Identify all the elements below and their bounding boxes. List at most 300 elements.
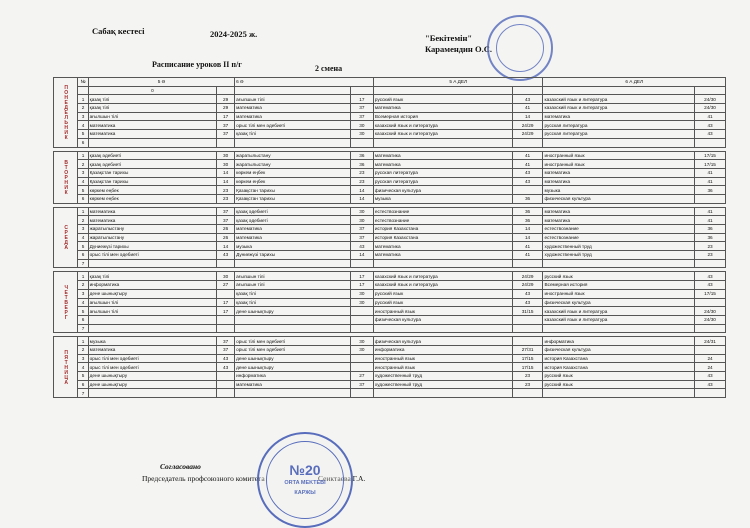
room-cell: 30 [350,289,373,298]
room-cell: 43 [695,380,726,389]
header-row [54,78,726,87]
room-cell: 29 [217,104,235,113]
table-row [54,194,726,203]
chair-label: Председатель профсоюзного комитета [142,474,265,483]
room-cell [695,389,726,398]
room-cell [512,186,543,195]
title-kz: Сабақ кестесі [92,26,145,36]
room-cell: 17 [350,272,373,281]
subject-cell: қазақ тілі [88,272,216,281]
subject-cell: жаратылыстану [88,233,216,242]
lesson-number: 1 [78,207,88,216]
subject-cell: дене шынықтыру [235,363,351,372]
subject-cell [373,259,512,268]
subject-cell: история Казахстана [543,363,695,372]
subject-cell: Всемерная история [373,112,512,121]
day-label: ПОНЕДЕЛЬНИК [54,78,78,148]
subject-cell: музыка [373,194,512,203]
room-cell: 14 [512,225,543,234]
subject-cell [88,315,216,324]
subject-cell [373,138,512,147]
room-cell [695,194,726,203]
subject-cell: математика [373,151,512,160]
room-cell: 24/30 [695,307,726,316]
room-cell: 43 [217,251,235,260]
room-cell: 14 [217,242,235,251]
room-cell: 24 [695,354,726,363]
subject-cell: русский язык [373,298,512,307]
table-row [54,121,726,130]
lesson-number: 2 [78,160,88,169]
room-cell: 14 [217,168,235,177]
room-cell: 41 [695,112,726,121]
room-cell: 24/29 [512,121,543,130]
subject-cell: иностранный язык [373,354,512,363]
lesson-number: 4 [78,298,88,307]
table-row [54,242,726,251]
subject-cell: художественный труд [543,251,695,260]
room-cell: 23 [217,194,235,203]
room-cell: 17 [217,307,235,316]
subject-cell: математика [543,177,695,186]
lesson-number: 1 [78,272,88,281]
room-cell [350,354,373,363]
room-cell [512,389,543,398]
room-cell [512,315,543,324]
subject-cell [235,324,351,333]
day-label: СРЕДА [54,207,78,268]
table-row [54,130,726,139]
room-cell: 23 [217,186,235,195]
subject-cell: математика [235,233,351,242]
room-cell [350,324,373,333]
lesson-number: 6 [78,194,88,203]
subject-cell: математика [543,112,695,121]
subject-cell: математика [88,130,216,139]
room-cell: 17/15 [695,289,726,298]
room-cell [217,324,235,333]
room-cell: 17/15 [695,151,726,160]
table-row [54,251,726,260]
subject-cell: русская литература [373,177,512,186]
room-cell: 27/31 [512,345,543,354]
subject-cell: көркем еңбек [88,186,216,195]
lesson-number: 2 [78,104,88,113]
room-cell [695,345,726,354]
subject-cell: орыс тілі мен әдебиеті [88,363,216,372]
subject-cell: математика [373,251,512,260]
room-cell [695,298,726,307]
room-cell: 30 [350,337,373,346]
table-row [54,225,726,234]
room-cell: 27 [350,372,373,381]
lesson-number: 2 [78,216,88,225]
room-cell: 41 [695,168,726,177]
table-row [54,104,726,113]
room-cell: 37 [350,104,373,113]
lesson-number: 2 [78,345,88,354]
subject-cell: қазақ тілі [88,104,216,113]
subject-cell [373,324,512,333]
subject-cell: дене шынықтыру [235,307,351,316]
subject-cell: математика [88,207,216,216]
room-cell [350,315,373,324]
lesson-number: 1 [78,151,88,160]
table-row [54,354,726,363]
subject-cell: қазақ әдебиеті [235,216,351,225]
col-6: 6 Ә [235,78,374,87]
subject-cell: қазақ тілі [235,130,351,139]
room-cell: 14 [350,251,373,260]
room-cell: 36 [695,225,726,234]
table-row [54,95,726,104]
subject-cell: математика [88,345,216,354]
room-cell: 37 [217,337,235,346]
lesson-number: 1 [78,337,88,346]
subject-cell: математика [88,216,216,225]
room-cell: 17 [350,281,373,290]
room-cell: 23 [695,251,726,260]
room-cell: 37 [350,233,373,242]
shift-label: 2 смена [315,64,343,73]
col-5: 5 Ә [88,78,234,87]
subject-cell: информатика [373,345,512,354]
room-cell: 14 [512,233,543,242]
subject-cell: художественный труд [543,242,695,251]
subject-cell: математика [235,225,351,234]
subject-cell: дене шынықтыру [88,380,216,389]
subject-cell: математика [235,380,351,389]
subject-cell: қазақ тілі [88,95,216,104]
subject-cell: орыс тілі мен әдебиеті [235,345,351,354]
subject-cell [235,389,351,398]
subject-cell [543,259,695,268]
subject-cell: ағылшын тілі [88,298,216,307]
room-cell [512,138,543,147]
subject-cell: казахский язык и литература [373,272,512,281]
subject-cell: русский язык [373,289,512,298]
room-cell: 43 [695,281,726,290]
subject-cell: қазақ әдебиеті [88,160,216,169]
subject-cell: информатика [235,372,351,381]
lesson-number: 4 [78,121,88,130]
subject-cell: естествознание [373,216,512,225]
room-cell [217,259,235,268]
table-row [54,112,726,121]
room-cell: 37 [350,112,373,121]
subject-cell: казахский язык и литература [543,104,695,113]
subject-cell: математика [88,121,216,130]
room-cell: 17 [350,95,373,104]
subject-cell [543,324,695,333]
subject-cell: история Казахстана [543,354,695,363]
subject-cell: русский язык [373,95,512,104]
room-cell: 27 [217,281,235,290]
subject-cell: қазақ әдебиеті [235,207,351,216]
room-cell: 23 [350,177,373,186]
col-num: № [78,78,88,87]
subject-cell: история Казахстана [373,225,512,234]
subject-cell: художественный труд [373,380,512,389]
subject-cell: казахский язык и литература [373,130,512,139]
room-cell: 24/30 [695,104,726,113]
table-row [54,337,726,346]
subject-cell: ағылшын тілі [88,307,216,316]
subject-cell: қазақ тілі [235,289,351,298]
approval-label: "Бекітемін" [425,33,473,43]
subject-cell [543,138,695,147]
room-cell: 30 [217,160,235,169]
subject-cell: Қазақстан тарихы [88,177,216,186]
room-cell [217,389,235,398]
school-year: 2024-2025 ж. [210,29,258,39]
room-cell: 41 [695,207,726,216]
table-row [54,177,726,186]
day-label: ВТОРНИК [54,151,78,203]
subject-cell [88,259,216,268]
subject-cell: русский язык [543,380,695,389]
lesson-number: 6 [78,138,88,147]
subject-cell: жаратылыстану [235,160,351,169]
subject-cell: дене шынықтыру [235,354,351,363]
subject-cell: история Казахстана [373,233,512,242]
subject-cell: қазақ тілі [235,298,351,307]
school-stamp-top [487,15,553,81]
table-row [54,324,726,333]
table-row [54,259,726,268]
subject-cell: математика [373,160,512,169]
room-cell: 17/15 [512,354,543,363]
school-stamp: №20 ORTA MEKTEBI КАРЖЫ [257,432,353,528]
subject-cell [373,389,512,398]
lesson-number: 3 [78,168,88,177]
room-cell: 37 [217,345,235,354]
table-row [54,315,726,324]
subject-cell: русская литература [373,168,512,177]
subject-cell: русская литература [543,121,695,130]
room-cell: 23 [512,372,543,381]
subject-cell: көркем еңбек [88,194,216,203]
subject-cell: Дүниежүзі тарихы [88,242,216,251]
room-cell: 41 [695,177,726,186]
subject-cell: ағылшын тілі [235,95,351,104]
subject-cell: дене шынықтыру [88,289,216,298]
room-cell: 14 [350,186,373,195]
subject-cell: математика [373,104,512,113]
table-row [54,151,726,160]
subject-cell [235,259,351,268]
room-cell: 43 [695,121,726,130]
subject-cell: казахский язык и литература [373,281,512,290]
lesson-number: 5 [78,372,88,381]
room-cell: 24/30 [695,95,726,104]
room-cell: 36 [512,216,543,225]
room-cell: 23 [695,242,726,251]
room-cell: 36 [695,186,726,195]
room-cell: 24/31 [695,337,726,346]
subject-cell: русский язык [543,372,695,381]
room-cell [695,324,726,333]
subject-cell: көркем еңбек [235,177,351,186]
chair-name: Сеиктаева Г.А. [318,474,366,483]
room-cell: 30 [217,272,235,281]
col-5a: 5 А ДЕЛ [373,78,543,87]
lesson-number: 2 [78,281,88,290]
room-cell [695,138,726,147]
room-cell [512,324,543,333]
room-cell: 30 [350,121,373,130]
lesson-number: 6 [78,251,88,260]
subject-cell: математика [543,207,695,216]
subject-cell: естествознание [543,233,695,242]
subject-cell: музыка [543,186,695,195]
room-cell: 14 [350,194,373,203]
subject-cell: иностранный язык [543,151,695,160]
room-cell: 37 [217,130,235,139]
room-cell: 41 [512,104,543,113]
room-cell: 37 [350,225,373,234]
table-row [54,380,726,389]
subject-cell: Қазақстан тарихы [88,168,216,177]
room-cell: 30 [350,345,373,354]
room-cell: 36 [350,151,373,160]
subject-cell: Қазақстан тарихы [235,194,351,203]
room-cell: 30 [350,130,373,139]
subject-cell: ағылшын тілі [235,281,351,290]
subject-cell: иностранный язык [373,307,512,316]
schedule-table [53,77,726,398]
subject-cell: иностранный язык [373,363,512,372]
room-cell: 43 [695,130,726,139]
subject-cell: естествознание [373,207,512,216]
room-cell [512,259,543,268]
subject-cell: физическая культура [543,194,695,203]
subject-cell: казахский язык и литература [543,307,695,316]
room-cell: 43 [512,95,543,104]
col-6a: 6 А ДЕЛ [543,78,726,87]
subject-cell: иностранный язык [543,289,695,298]
room-cell: 36 [695,233,726,242]
subject-cell: жаратылыстану [235,151,351,160]
subject-cell: казахский язык и литература [543,315,695,324]
lesson-number: 7 [78,259,88,268]
subject-cell [88,138,216,147]
room-cell: 37 [217,121,235,130]
subject-cell: математика [543,216,695,225]
room-cell: 14 [217,177,235,186]
lesson-number: 6 [78,380,88,389]
lesson-number: 6 [78,315,88,324]
room-cell: 36 [512,207,543,216]
room-cell: 43 [512,177,543,186]
room-cell [350,389,373,398]
subject-cell: орыс тілі мен әдебиеті [88,354,216,363]
room-cell: 41 [512,151,543,160]
subject-cell: русская литература [543,130,695,139]
room-cell: 43 [512,289,543,298]
room-cell: 17/15 [512,363,543,372]
room-cell: 31/15 [512,307,543,316]
subject-cell [88,389,216,398]
room-cell: 36 [350,160,373,169]
row-zero: 0 [88,86,216,95]
subject-cell: ағылшын тілі [88,112,216,121]
agreed-label: Согласовано [160,462,201,471]
lesson-number: 5 [78,307,88,316]
subject-cell [235,138,351,147]
lesson-number: 4 [78,363,88,372]
table-row [54,207,726,216]
room-cell: 43 [217,363,235,372]
lesson-number: 7 [78,389,88,398]
subject-cell: математика [373,242,512,251]
room-cell: 30 [350,207,373,216]
subject-cell: физическая культура [543,345,695,354]
room-cell: 26 [217,233,235,242]
lesson-number: 3 [78,354,88,363]
room-cell: 17/15 [695,160,726,169]
subject-cell: көркем еңбек [235,168,351,177]
room-cell: 37 [350,380,373,389]
room-cell: 17 [217,298,235,307]
subject-cell: иностранный язык [543,160,695,169]
subject-cell: казахский язык и литература [373,121,512,130]
subject-cell: физическая культура [373,186,512,195]
room-cell: 30 [350,216,373,225]
subject-cell: ағылшын тілі [235,272,351,281]
room-cell [350,259,373,268]
room-cell: 43 [695,272,726,281]
day-label: ЧЕТВЕРГ [54,272,78,333]
room-cell: 41 [512,251,543,260]
room-cell: 24/30 [695,315,726,324]
lesson-number: 1 [78,95,88,104]
subject-cell: информатика [543,337,695,346]
subject-cell [235,315,351,324]
subject-cell: художественный труд [373,372,512,381]
room-cell: 24 [695,363,726,372]
room-cell [217,315,235,324]
table-row [54,281,726,290]
lesson-number: 5 [78,242,88,251]
room-cell [512,337,543,346]
table-row [54,389,726,398]
room-cell: 43 [695,372,726,381]
subject-cell: математика [543,168,695,177]
subject-cell: Всемерная история [543,281,695,290]
subject-cell: естествознание [543,225,695,234]
room-cell: 23 [350,168,373,177]
lesson-number: 3 [78,225,88,234]
lesson-number: 3 [78,112,88,121]
lesson-number: 5 [78,130,88,139]
table-row [54,186,726,195]
table-row [54,307,726,316]
subject-cell: математика [235,112,351,121]
room-cell [217,380,235,389]
table-row [54,372,726,381]
room-cell: 30 [217,151,235,160]
room-cell: 41 [512,160,543,169]
subject-cell: казахский язык и литература [543,95,695,104]
lesson-number: 7 [78,324,88,333]
director-name: Карамендин О.С. [425,44,492,54]
subject-cell: жаратылыстану [88,225,216,234]
subject-cell: қазақ әдебиеті [88,151,216,160]
room-cell [350,363,373,372]
room-cell [350,307,373,316]
subject-cell: информатика [88,281,216,290]
